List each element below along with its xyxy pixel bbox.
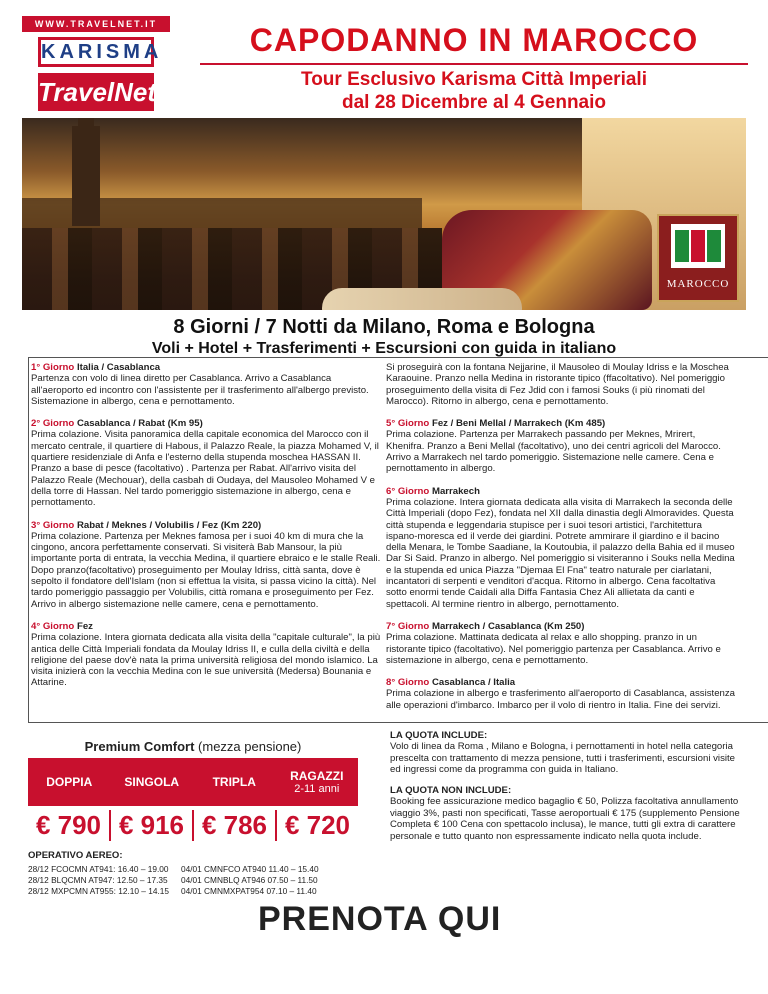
quota-include-title: LA QUOTA INCLUDE:	[390, 730, 488, 741]
price-tripla: € 786	[194, 810, 277, 841]
page-subtitle	[200, 68, 748, 114]
return-flights	[181, 864, 319, 897]
flight-row: 04/01 CMNBLQ AT946 07.50 – 11.50	[180, 875, 318, 885]
flight-schedule	[28, 864, 358, 897]
price-header-tripla: TRIPLA	[212, 775, 256, 789]
price-header-ragazzi: RAGAZZI 2-11 anni	[290, 769, 344, 795]
day-4-continued: Si proseguirà con la fontana Nejjarine, il Mausoleo di Moulay Idriss e la Moschea Karaouine. Pranzo nella Medina in ristorante tipico (ffacoltativo). Nel pomeriggio proseguimento della visita di Fez Jdid con i famosi Souks (i più rinomati del Marocco). Ritorno in albergo, cena e pernottamento.	[386, 362, 729, 407]
price-singola: € 916	[111, 810, 194, 841]
hero-image	[22, 118, 746, 310]
itinerary-column-right	[386, 362, 736, 722]
price-values	[28, 806, 358, 844]
price-header-doppia: DOPPIA	[46, 775, 93, 789]
trip-duration: 8 Giorni / 7 Notti da Milano, Roma e Bologna	[173, 316, 595, 338]
day-3: 3° Giorno Rabat / Meknes / Volubilis / Fez (Km 220) Prima colazione. Partenza per Meknes famosa per i suoi 40 km di mura che la cingono, ancora perfettamente conservati. Si visiterà Bab Mansour, la più importante porta di entrata, la vecchia Medina, il quartiere ebraico e le stalle Reali. Dopo pranzo(facoltativo) proseguimento per Moulay Idriss, città santa, dove è sepolto il fondatore dell'Islam (non si effettua la visita, si passa vicino la città). Nel tardo pomeriggio passaggio per Volubilis, città romana e proseguimento per Fez. Arrivo in albergo sistemazione nelle camere, cena e pernottamento.	[31, 519, 381, 610]
pricing-box	[28, 739, 358, 897]
hero-cushion-light	[322, 288, 522, 310]
pricing-title: Premium Comfort (mezza pensione)	[84, 739, 302, 754]
day-5: 5° Giorno Fez / Beni Mellal / Marrakech (Km 485) Prima colazione. Partenza per Marrakech passando per Meknes, Mrirert, Khenifra. Pranzo a Beni Mellal (facoltativo), uno dei centri agricoli del Marocco. Arrivo a Marrakech nel tardo pomeriggio. Sistemazione nelle camere. Cena e pernottamento in albergo.	[386, 418, 721, 475]
badge-label: MAROCCO	[666, 278, 730, 290]
itinerary	[28, 357, 768, 723]
hero-minaret	[72, 126, 100, 226]
price-doppia: € 790	[28, 810, 111, 841]
price-header-singola: SINGOLA	[124, 775, 180, 789]
logo-brand: KARISMA	[38, 37, 154, 67]
quota-non-include-text: Booking fee assicurazione medico bagaglio € 50, Polizza facoltativa annullamento viaggio 3%, pasti non specificati, Tasse aeroportuali € 175 (supplemento Pensione Completa € 100 Cena con spettacolo inclusa), le mance, tutti gli extra di carattere personale e tutto quanto non espressamente indicato nella quota include.	[390, 796, 740, 842]
day-7: 7° Giorno Marrakech / Casablanca (Km 250) Prima colazione. Mattinata dedicata al relax e allo shopping. pranzo in un ristorante tipico (facoltativo). Nel pomeriggio partenza per Casablanca. Arrivo e sistemazione in albergo, cena e pernottamento.	[386, 620, 721, 666]
title-divider	[200, 63, 748, 65]
quota-include	[390, 730, 742, 776]
price-ragazzi: € 720	[284, 809, 351, 840]
flight-row: 28/12 MXPCMN AT955: 12.10 – 14.15	[28, 886, 169, 896]
marocco-badge	[657, 214, 739, 302]
day-2: 2° Giorno Casablanca / Rabat (Km 95) Prima colazione. Visita panoramica della capitale economica del Marocco con il mercato centrale, il quartiere di Habous, il Palazzo Reale, la piazza Mohamed V, il quartiere residenziale di Anfa e l'esterno della stupenda moschea HASSAN II. Pranzo a base di pesce (facoltativo) . Partenza per Rabat. All'arrivo visita del Palazzo Reale (Mechouar), della casbah di Oudaya, del Mausoleo Mohamed V e della torre di Hassan. Nel tardo pomeriggio sistemazione in albergo, cena e pernottamento.	[31, 418, 379, 509]
flight-row: 04/01 CMNMXPAT954 07.10 – 11.40	[180, 886, 317, 896]
operativo-title: OPERATIVO AEREO:	[28, 850, 123, 861]
price-table	[28, 758, 358, 844]
subtitle-line-2: dal 28 Dicembre al 4 Gennaio	[342, 92, 606, 113]
prenota-button[interactable]: PRENOTA QUI	[258, 900, 502, 938]
day-1: 1° Giorno Italia / Casablanca Partenza con volo di linea diretto per Casablanca. Arrivo a Casablanca all'aeroporto ed incontro con l'assistente per il trasferimento all'albergo previsto. Sistemazione in albergo, cena e pernottamento.	[31, 362, 369, 407]
flight-row: 28/12 BLQCMN AT947: 12.50 – 17.35	[28, 875, 168, 885]
logo-url: WWW.TRAVELNET.IT	[22, 16, 170, 32]
subtitle-line-1: Tour Esclusivo Karisma Città Imperiali	[301, 69, 647, 90]
day-6: 6° Giorno Marrakech Prima colazione. Intera giornata dedicata alla visita di Marrakech la seconda delle Città Imperiali (dopo Fez), fondata nel XII dalla dinastia degli Almoravides. Questa città stupenda e leggendaria stupisce per i suoi tesori artistici, l'architettura ispano-moresca ed il verde dei giardini. Potrete ammirare il giardino e il bacino della Menara, le Tombe Saadiane, la Koutoubia, il palazzo della Bahia ed il museo Dar Si Said. Pranzo in albergo. Nel pomeriggio si visiteranno i Souks nella Medina e la stupenda ed unica Piazza "Djemaa El Fna" teatro naturale per ciarlatani, incantatori di serpenti e venditori d'acqua. Ritorno in albergo. Cena facoltativa sotto enormi tende Caidali alla Diffa Fantasia Chez Ali allietata da canti e spettacoli. Al termine rientro in albergo, pernottamento.	[386, 485, 735, 610]
trip-includes: Voli + Hotel + Trasferimenti + Escursioni con guida in italiano	[151, 340, 617, 357]
page-title: CAPODANNO IN MAROCCO	[249, 22, 699, 58]
day-4: 4° Giorno Fez Prima colazione. Intera giornata dedicata alla visita della "capitale culturale", la più antica delle Città Imperiali fondata da Moulay Idriss II, e culla della civiltà e della religione del paese dov'è nata la prima università religiosa del mondo islamico. La visita inizierà con la vecchia Medina con le sue università (Medersa) Bounania e Attarine.	[31, 620, 381, 689]
flight-row: 04/01 CMNFCO AT940 11.40 – 15.40	[180, 864, 319, 874]
price-headers	[28, 758, 358, 806]
marocco-flag-icon	[671, 224, 725, 268]
quota-non-include-title: LA QUOTA NON INCLUDE:	[390, 785, 512, 796]
flight-row: 28/12 FCOCMN AT941: 16.40 – 19.00	[28, 864, 169, 874]
quota-non-include	[390, 785, 742, 842]
quota-include-text: Volo di linea da Roma , Milano e Bologna, i pernottamenti in hotel nella categoria prescelta con trattamento di mezza pensione, tutti i trasferimenti, escursioni visite ed ingressi come da programma con guida in Italiano.	[390, 741, 735, 776]
travelnet-logo[interactable]	[22, 16, 170, 114]
itinerary-column-left	[31, 362, 381, 700]
logo-sub: TravelNet	[38, 73, 154, 111]
day-8: 8° Giorno Casablanca / Italia Prima colazione in albergo e trasferimento all'aeroporto di Casablanca, assistenza alle operazioni d'imbarco. Imbarco per il volo di rientro in Italia. Fine dei servizi.	[386, 677, 735, 711]
outbound-flights	[28, 864, 169, 897]
